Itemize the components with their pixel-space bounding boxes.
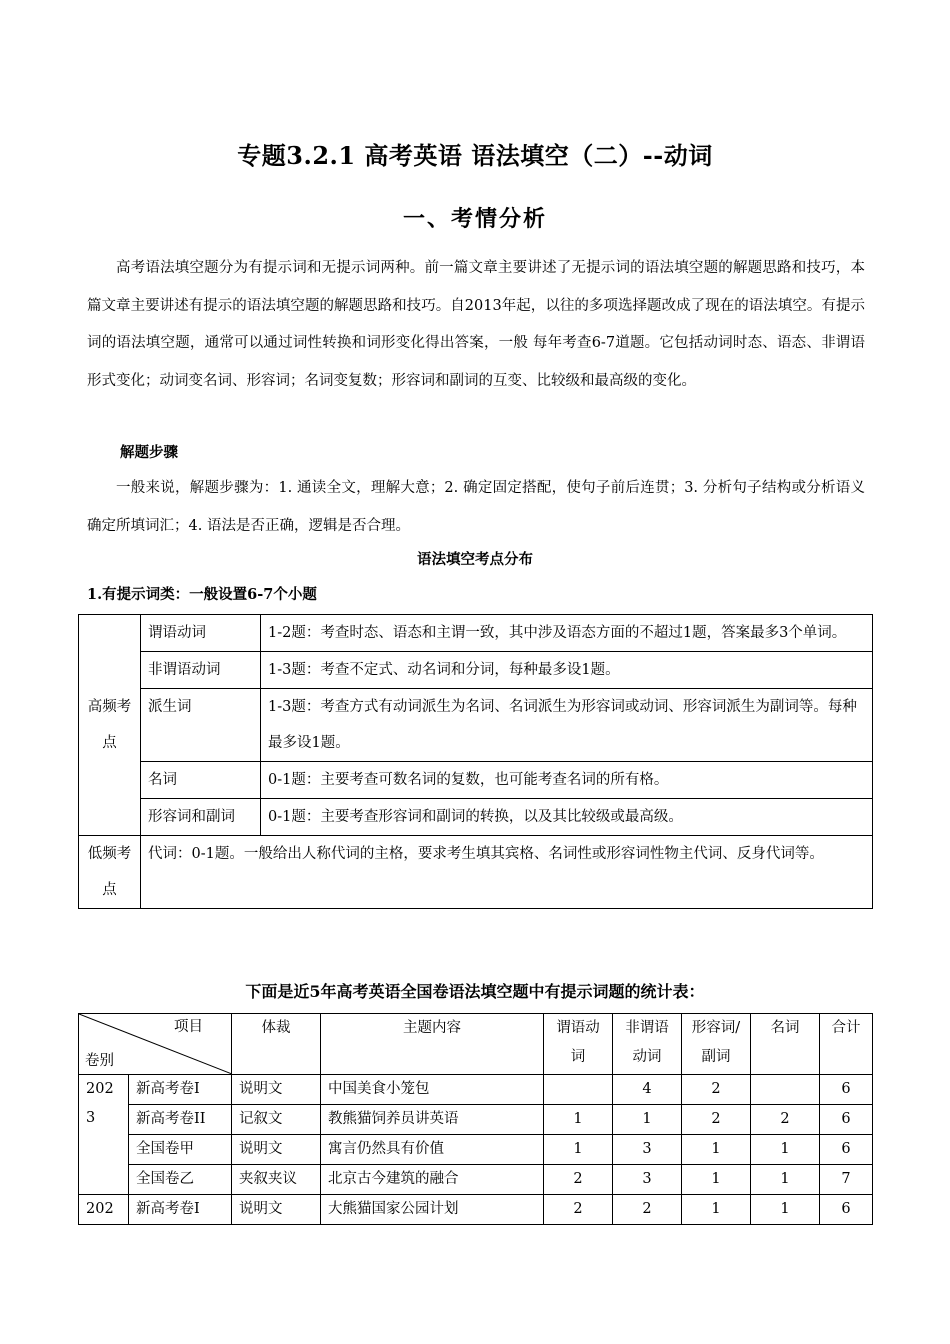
nonfinite-cell: 2: [613, 1195, 682, 1225]
table-row: [79, 652, 873, 689]
low-frequency-label: 低频考点: [79, 836, 141, 909]
table-row: [79, 1135, 873, 1165]
verb-cell: 1: [544, 1135, 613, 1165]
noun-cell: [751, 1075, 820, 1105]
distribution-heading: 语法填空考点分布: [417, 551, 533, 568]
noun-cell: 1: [751, 1165, 820, 1195]
stats-table-caption: 下面是近5年高考英语全国卷语法填空题中有提示词题的统计表：: [245, 982, 705, 1001]
header-genre: 体裁: [232, 1014, 321, 1075]
genre-cell: 说明文: [232, 1075, 321, 1105]
verb-cell: 2: [544, 1165, 613, 1195]
year-cell: 202: [79, 1195, 129, 1225]
point-desc: 0-1题：主要考查可数名词的复数，也可能考查名词的所有格。: [261, 762, 873, 799]
topic-cell: 北京古今建筑的融合: [321, 1165, 544, 1195]
year-cell: 2023: [79, 1075, 129, 1195]
adj-cell: 1: [682, 1195, 751, 1225]
topic-cell: 大熊猫国家公园计划: [321, 1195, 544, 1225]
genre-cell: 说明文: [232, 1135, 321, 1165]
exam-points-table: [78, 614, 873, 909]
nonfinite-cell: 3: [613, 1135, 682, 1165]
table-row: [79, 1105, 873, 1135]
paper-cell: 全国卷乙: [129, 1165, 232, 1195]
genre-cell: 说明文: [232, 1195, 321, 1225]
point-desc: 1-3题：考查不定式、动名词和分词，每种最多设1题。: [261, 652, 873, 689]
stats-table: [78, 1013, 873, 1225]
total-cell: 6: [820, 1135, 873, 1165]
nonfinite-cell: 1: [613, 1105, 682, 1135]
total-cell: 6: [820, 1075, 873, 1105]
point-kind: 谓语动词: [141, 615, 261, 652]
intro-paragraph: 高考语法填空题分为有提示词和无提示词两种。前一篇文章主要讲述了无提示词的语法填空题的解题思路和技巧，本篇文章主要讲述有提示的语法填空题的解题思路和技巧。自2013年起，以往的多项选择题改成了现在的语法填空。有提示词的语法填空题，通常可以通过词性转换和词形变化得出答案，一般 每年考查6-7道题。它包括动词时态、语态、非谓语形式变化；动词变名词、形容词；名词变复数；形容词和副词的互变、比较级和最高级的变化。: [87, 260, 865, 389]
nonfinite-cell: 4: [613, 1075, 682, 1105]
genre-cell: 记叙文: [232, 1105, 321, 1135]
diagonal-header-cell: [79, 1014, 232, 1075]
table-row: [79, 1165, 873, 1195]
table-row: [79, 762, 873, 799]
noun-cell: 1: [751, 1135, 820, 1165]
topic-cell: 中国美食小笼包: [321, 1075, 544, 1105]
point-desc: 0-1题：主要考查形容词和副词的转换，以及其比较级或最高级。: [261, 799, 873, 836]
hint-word-lead: 1.有提示词类：一般设置6-7个小题: [87, 586, 317, 603]
table-row: [79, 799, 873, 836]
table-header-row: [79, 1014, 873, 1075]
table-row: [79, 615, 873, 652]
total-cell: 7: [820, 1165, 873, 1195]
section-heading: 一、考情分析: [402, 206, 547, 232]
steps-heading: 解题步骤: [120, 444, 178, 461]
table-row: [79, 1195, 873, 1225]
paper-cell: 新高考卷I: [129, 1195, 232, 1225]
adj-cell: 2: [682, 1075, 751, 1105]
header-topic: 主题内容: [321, 1014, 544, 1075]
document-title: 专题3.2.1 高考英语 语法填空（二）--动词: [237, 141, 713, 170]
header-adj-adv: 形容词/副词: [682, 1014, 751, 1075]
point-desc: 1-3题：考查方式有动词派生为名词、名词派生为形容词或动词、形容词派生为副词等。每种最多设1题。: [261, 689, 873, 762]
steps-paragraph: 一般来说，解题步骤为：1. 通读全文，理解大意；2. 确定固定搭配，使句子前后连贯；3. 分析句子结构或分析语义确定所填词汇；4. 语法是否正确，逻辑是否合理。: [87, 480, 865, 534]
point-desc: 1-2题：考查时态、语态和主谓一致，其中涉及语态方面的不超过1题，答案最多3个单词。: [261, 615, 873, 652]
high-frequency-label: 高频考点: [79, 615, 141, 836]
total-cell: 6: [820, 1195, 873, 1225]
table-row: [79, 1075, 873, 1105]
point-kind: 非谓语动词: [141, 652, 261, 689]
header-noun: 名词: [751, 1014, 820, 1075]
genre-cell: 夹叙夹议: [232, 1165, 321, 1195]
nonfinite-cell: 3: [613, 1165, 682, 1195]
header-verb: 谓语动词: [544, 1014, 613, 1075]
header-item: 项目: [174, 1019, 203, 1035]
point-kind: 名词: [141, 762, 261, 799]
paper-cell: 新高考卷II: [129, 1105, 232, 1135]
table-row: [79, 689, 873, 762]
header-total: 合计: [820, 1014, 873, 1075]
noun-cell: 2: [751, 1105, 820, 1135]
topic-cell: 寓言仍然具有价值: [321, 1135, 544, 1165]
header-nonfinite: 非谓语动词: [613, 1014, 682, 1075]
total-cell: 6: [820, 1105, 873, 1135]
paper-cell: 新高考卷I: [129, 1075, 232, 1105]
point-kind: 形容词和副词: [141, 799, 261, 836]
adj-cell: 1: [682, 1135, 751, 1165]
adj-cell: 1: [682, 1165, 751, 1195]
verb-cell: 2: [544, 1195, 613, 1225]
verb-cell: [544, 1075, 613, 1105]
verb-cell: 1: [544, 1105, 613, 1135]
point-desc: 代词：0-1题。一般给出人称代词的主格，要求考生填其宾格、名词性或形容词性物主代词、反身代词等。: [141, 836, 873, 909]
table-row: [79, 836, 873, 909]
paper-cell: 全国卷甲: [129, 1135, 232, 1165]
adj-cell: 2: [682, 1105, 751, 1135]
header-year: 卷别: [85, 1053, 114, 1069]
topic-cell: 教熊猫饲养员讲英语: [321, 1105, 544, 1135]
noun-cell: 1: [751, 1195, 820, 1225]
point-kind: 派生词: [141, 689, 261, 762]
